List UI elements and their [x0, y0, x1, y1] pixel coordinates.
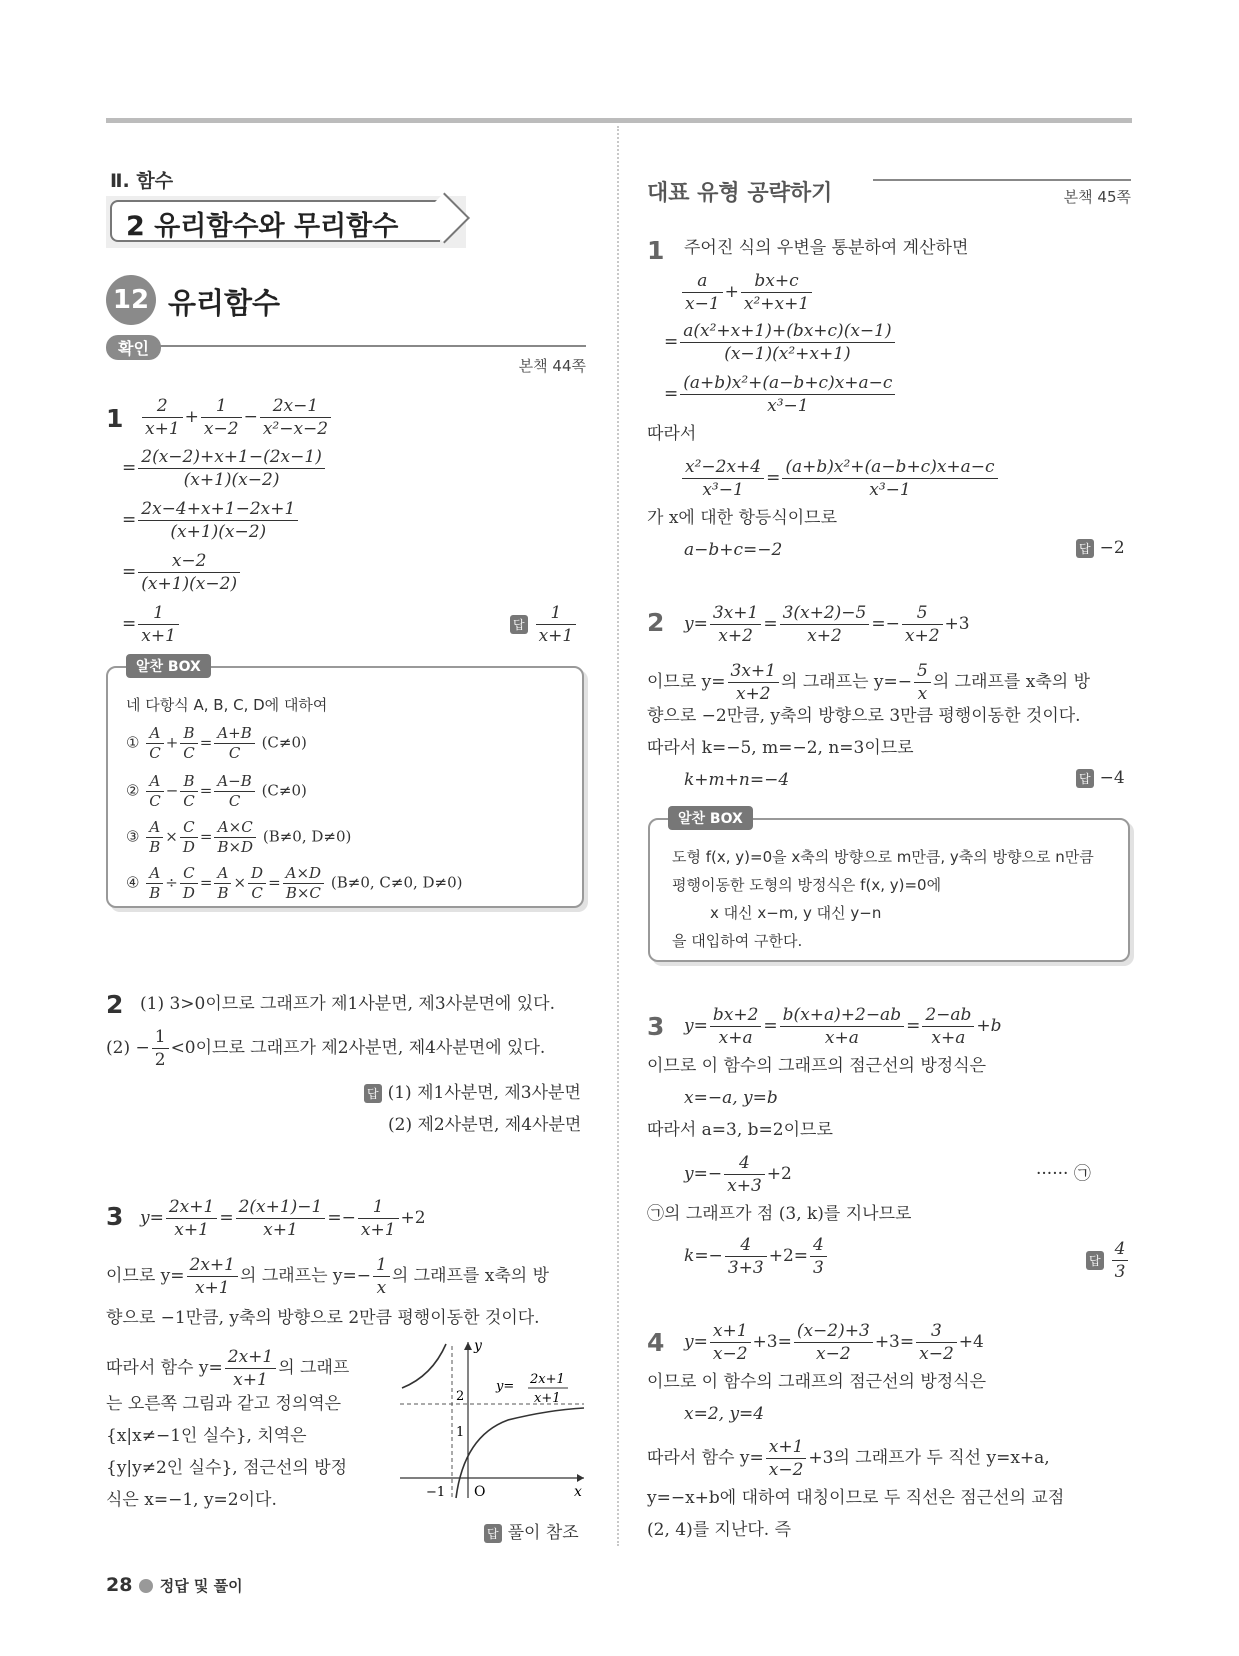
p3-graph — [398, 1338, 588, 1500]
tip-box-2-line-2: 평행이동한 도형의 방정식은 f(x, y)=0에 — [672, 876, 942, 894]
check-tag: 확인 — [106, 335, 161, 360]
page-number: 28 — [106, 1574, 133, 1596]
x-label: x — [574, 1484, 582, 1500]
page-ref-right: 본책 45쪽 — [1063, 188, 1131, 206]
right-header-title: 대표 유형 공략하기 — [647, 181, 833, 206]
r4-text-2: x=2, y=4 — [684, 1404, 765, 1424]
r1-identity: 가 x에 대한 항등식이므로 — [647, 508, 838, 528]
curve-left — [402, 1344, 446, 1388]
p2-line-1: (1) 3>0이므로 그래프가 제1사분면, 제3사분면에 있다. — [140, 994, 556, 1014]
y-label: y — [474, 1338, 482, 1354]
problem-1-number: 1 — [106, 404, 124, 433]
p1-expr-5: = $\frac{1}{x+1}$ — [122, 602, 181, 647]
r4-text-4: y=−x+b에 대하여 대칭이므로 두 직선은 점근선의 교점 — [647, 1488, 1065, 1508]
r3-number: 3 — [647, 1012, 665, 1041]
p1-expr-1: $\frac{2}{x+1}$ + $\frac{1}{x-2}$ − $\frac{2x-1}{\text{x²−x−2}}$ — [140, 395, 333, 440]
r1-expr-3: = $\frac{\text{(a+b)x²+(a−b+c)x+a−c}}{\text{x³−1}}$ — [664, 372, 897, 417]
function-label: y= — [496, 1379, 515, 1394]
lesson-title: 유리함수 — [168, 286, 281, 320]
r2-text-3: 따라서 k=−5, m=−2, n=3이므로 — [647, 738, 914, 758]
r1-intro: 주어진 식의 우변을 통분하여 계산하면 — [684, 238, 969, 258]
p3-text-4: 는 오른쪽 그림과 같고 정의역은 — [106, 1394, 342, 1414]
tip-box-2-line-3: x 대신 x−m, y 대신 y−n — [710, 904, 882, 922]
p3-text-6: {y|y≠2인 실수}, 점근선의 방정 — [106, 1458, 348, 1478]
r1-expr-4: $\frac{\text{x²−2x+4}}{\text{x³−1}}$ = $\frac{\text{(a+b)x²+(a−b+c)x+a−c}}{\text{x³−1}}$ — [680, 456, 1000, 501]
p3-text-7: 식은 x=−1, y=2이다. — [106, 1490, 277, 1510]
p3-text-2: 향으로 −1만큼, y축의 방향으로 2만큼 평행이동한 것이다. — [106, 1308, 540, 1328]
r4-text-3: 따라서 함수 y= $\frac{x+1}{x-2}$ +3의 그래프가 두 직선 y=x+a, — [647, 1437, 1050, 1480]
r1-number: 1 — [647, 236, 665, 265]
p1-answer: 답 $\frac{1}{x+1}$ — [510, 602, 578, 647]
p2-answer-1: 답 (1) 제1사분면, 제3사분면 — [364, 1078, 581, 1103]
r1-so: 따라서 — [647, 424, 697, 444]
tick-neg1: −1 — [426, 1485, 446, 1500]
answer-icon: 답 — [510, 615, 528, 634]
lesson-number: 12 — [106, 275, 156, 325]
r4-number: 4 — [647, 1328, 665, 1357]
r4-text-5: (2, 4)를 지난다. 즉 — [647, 1520, 792, 1540]
r2-number: 2 — [647, 608, 665, 637]
tip-box-2 — [648, 811, 1130, 962]
footer — [106, 1574, 243, 1596]
r3-text-1: 이므로 이 함수의 그래프의 점근선의 방정식은 — [647, 1056, 987, 1076]
tip-rule-1: ① $\frac{A}{C}$ + $\frac{B}{C}$ = $\frac{A+B}{C}$ (C≠0) — [126, 724, 307, 762]
section-title-box — [106, 196, 466, 248]
r3-text-4: ㉠의 그래프가 점 (3, k)를 지나므로 — [647, 1204, 912, 1224]
r4-text-1: 이므로 이 함수의 그래프의 점근선의 방정식은 — [647, 1372, 987, 1392]
chapter-label: Ⅱ. 함수 — [110, 170, 174, 192]
footer-dot-icon — [139, 1579, 153, 1593]
tip-box-1-intro: 네 다항식 A, B, C, D에 대하여 — [126, 696, 328, 714]
r2-text-4: k+m+n=−4 — [684, 770, 790, 790]
p3-text-5: {x|x≠−1인 실수}, 치역은 — [106, 1426, 307, 1446]
right-header — [647, 176, 1131, 206]
p3-answer: 답 풀이 참조 — [484, 1518, 579, 1543]
r1-result: a−b+c=−2 — [684, 540, 783, 560]
tip-box-1 — [106, 659, 584, 908]
r1-expr-2: = $\frac{\text{a(x²+x+1)+(bx+c)(x−1)}}{\text{(x−1)(x²+x+1)}}$ — [664, 320, 897, 365]
r3-answer: 답 $\frac{4}{3}$ — [1086, 1238, 1130, 1283]
p1-expr-4: = $\frac{x-2}{(x+1)(x-2)}$ — [122, 550, 242, 595]
p3-text-1: 이므로 y= $\frac{2x+1}{x+1}$ 의 그래프는 y=− $\frac{1}{x}$ 의 그래프를 x축의 방 — [106, 1255, 550, 1298]
r1-expr-1: $\frac{a}{x-1}$ + $\frac{bx+c}{\text{x²+x+1}}$ — [680, 270, 814, 315]
section-title: 2 유리함수와 무리함수 — [126, 211, 399, 242]
top-rule — [106, 118, 1132, 123]
function-numerator: 2x+1 — [530, 1372, 565, 1387]
tip-box-2-line-4: 을 대입하여 구한다. — [672, 932, 803, 950]
p1-expr-2: = $\frac{2(x-2)+x+1-(2x-1)}{(x+1)(x-2)}$ — [122, 446, 327, 491]
tip-box-2-line-1: 도형 f(x, y)=0을 x축의 방향으로 m만큼, y축의 방향으로 n만큼 — [672, 848, 1094, 866]
p1-expr-3: = $\frac{2x-4+x+1-2x+1}{(x+1)(x-2)}$ — [122, 498, 300, 543]
tip-rule-3: ③ $\frac{A}{B}$ × $\frac{C}{D}$ = $\frac{A\times C}{B\times D}$ (B≠0, D≠0) — [126, 818, 352, 856]
r2-text-1: 이므로 y= $\frac{3x+1}{x+2}$ 의 그래프는 y=− $\frac{5}{x}$ 의 그래프를 x축의 방 — [647, 661, 1091, 704]
tip-rule-2: ② $\frac{A}{C}$ − $\frac{B}{C}$ = $\frac{A-B}{C}$ (C≠0) — [126, 772, 307, 810]
tip-rule-4: ④ $\frac{A}{B}$ ÷ $\frac{C}{D}$ = $\frac{A}{B}$ × $\frac{D}{C}$ = $\frac{A\times D}{B\times C}$ (B≠0, C≠0, D≠0) — [126, 864, 463, 902]
r4-expr: y= $\frac{x+1}{x-2}$ +3= $\frac{(x-2)+3}{x-2}$ +3= $\frac{3}{x-2}$ +4 — [684, 1321, 984, 1364]
problem-2-number: 2 — [106, 990, 124, 1019]
function-denominator: x+1 — [534, 1391, 561, 1406]
tip-box-1-tag: 알찬 BOX — [126, 654, 211, 678]
p2-line-2: (2) − $\frac{1}{2}$ <0이므로 그래프가 제2사분면, 제4사분면에 있다. — [106, 1027, 546, 1070]
lightbulb-icon — [867, 170, 891, 184]
problem-3-number: 3 — [106, 1202, 124, 1231]
r2-expr: y= $\frac{3x+1}{x+2}$ = $\frac{3(x+2)-5}{x+2}$ =− $\frac{5}{x+2}$ +3 — [684, 603, 970, 646]
p3-expr: y= $\frac{2x+1}{x+1}$ = $\frac{2(x+1)-1}{x+1}$ =− $\frac{1}{x+1}$ +2 — [140, 1197, 426, 1240]
page-ref-left: 본책 44쪽 — [518, 357, 586, 375]
footer-label: 정답 및 풀이 — [159, 1577, 243, 1595]
tip-box-2-tag: 알찬 BOX — [668, 806, 753, 830]
tick-2: 2 — [456, 1389, 465, 1404]
p2-answer-2: (2) 제2사분면, 제4사분면 — [388, 1115, 582, 1135]
r3-text-2: x=−a, y=b — [684, 1088, 778, 1108]
r2-text-2: 향으로 −2만큼, y축의 방향으로 3만큼 평행이동한 것이다. — [647, 706, 1081, 726]
p3-text-3: 따라서 함수 y= $\frac{2x+1}{x+1}$ 의 그래프 — [106, 1347, 350, 1390]
r3-expr-3: k=− $\frac{4}{3+3}$ +2= $\frac{4}{3}$ — [684, 1234, 829, 1279]
r3-mark: ······ ㉠ — [1036, 1164, 1091, 1184]
r3-expr-2: y=− $\frac{4}{x+3}$ +2 — [684, 1153, 792, 1196]
origin-label: O — [474, 1484, 486, 1500]
r3-text-3: 따라서 a=3, b=2이므로 — [647, 1120, 833, 1140]
column-divider — [617, 126, 619, 1546]
r1-answer: 답 −2 — [1076, 538, 1125, 558]
r3-expr: y= $\frac{bx+2}{x+a}$ = $\frac{b(x+a)+2-ab}{x+a}$ = $\frac{2-ab}{x+a}$ +b — [684, 1005, 1002, 1048]
tick-1: 1 — [456, 1425, 465, 1440]
r2-answer: 답 −4 — [1076, 768, 1125, 788]
